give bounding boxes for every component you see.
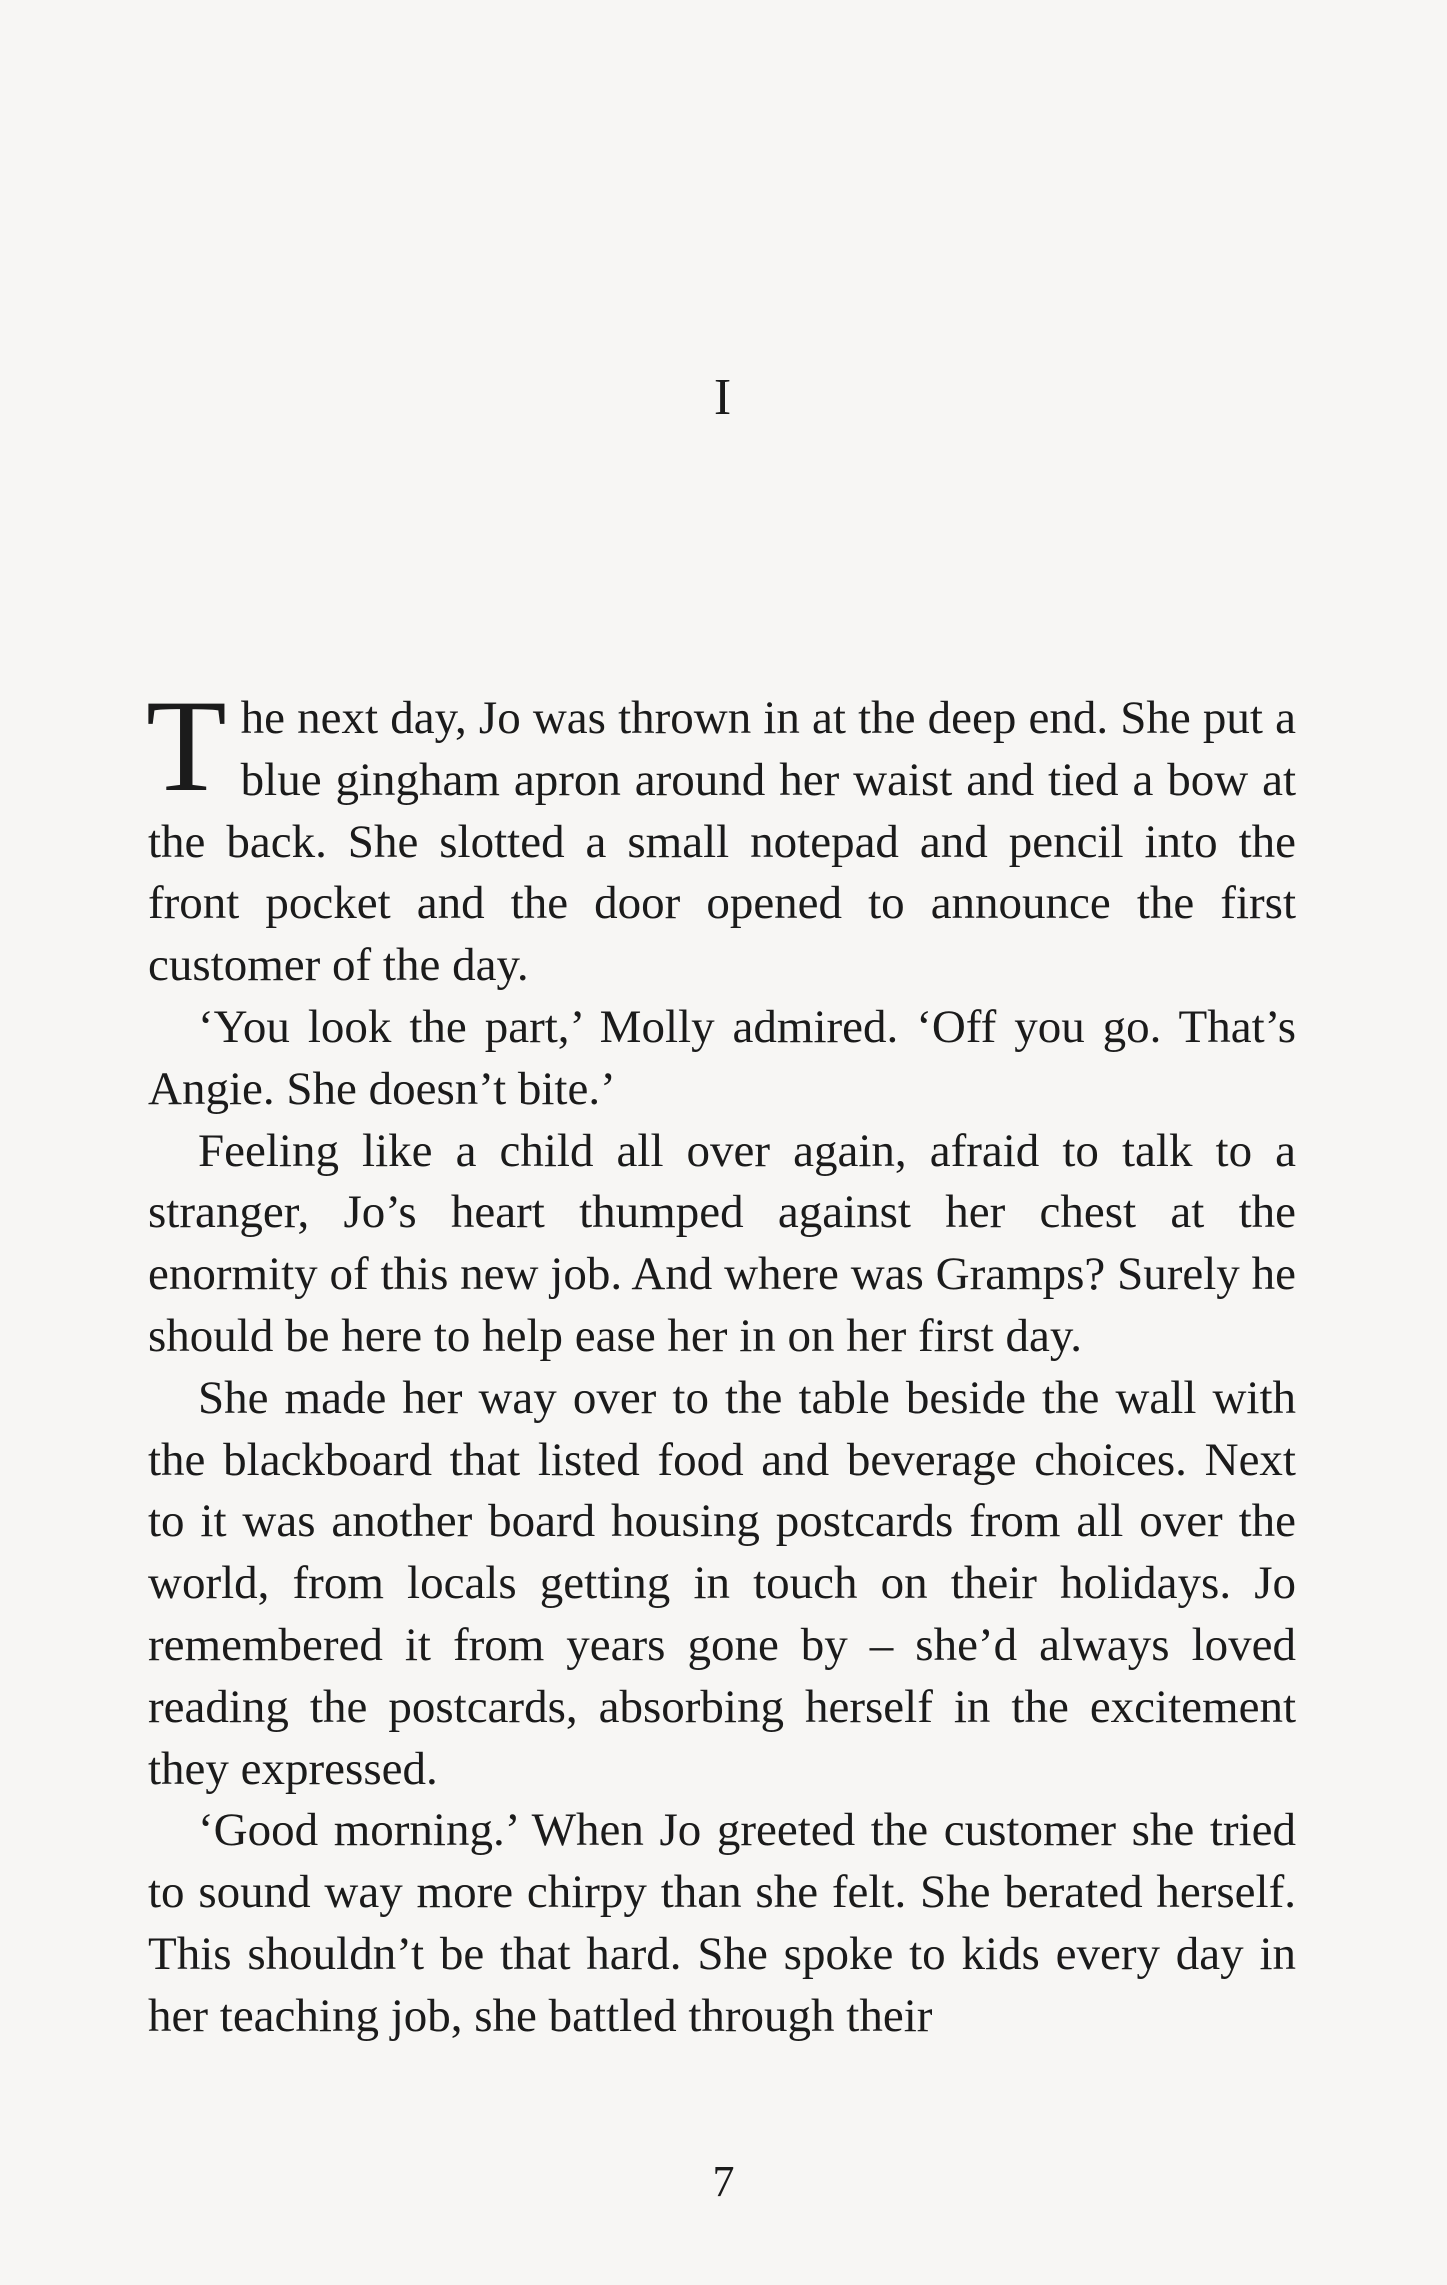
paragraph-1 — [146, 672, 1296, 997]
paragraph-5: ‘Good morning.’ When Jo greeted the customer she tried to sound way more chirpy than she felt. She berated herself. This shouldn’t be that hard. She spoke to kids every day in her teaching job, she battled through their — [148, 1804, 1296, 2042]
page-number: 7 — [712, 2157, 735, 2206]
paragraph-2: ‘You look the part,’ Molly admired. ‘Off you go. That’s Angie. She doesn’t bite.’ — [148, 1000, 1296, 1115]
paragraph-3: Feeling like a child all over again, afraid to talk to a stranger, Jo’s heart thumped against her chest at the enormity of this new job. And where was Gramps? Surely he should be here to help ease her in on her first day. — [148, 1124, 1296, 1362]
chapter-number: I — [713, 369, 734, 426]
body-text — [146, 672, 1296, 2048]
paragraph-4: She made her way over to the table beside the wall with the blackboard that listed food and beverage choices. Next to it was another board housing postcards from all over the world, from locals getting in touch on their holidays. Jo remembered it from years gone by – she’d always loved reading the postcards, absorbing herself in the excitement they expressed. — [148, 1371, 1296, 1795]
drop-cap: T — [146, 672, 227, 819]
paragraph-1-text: he next day, Jo was thrown in at the deep end. She put a blue gingham apron around her waist and tied a bow at the back. She slotted a small notepad and pencil into the front pocket and the door opened to announce the first customer of the day. — [148, 692, 1296, 992]
